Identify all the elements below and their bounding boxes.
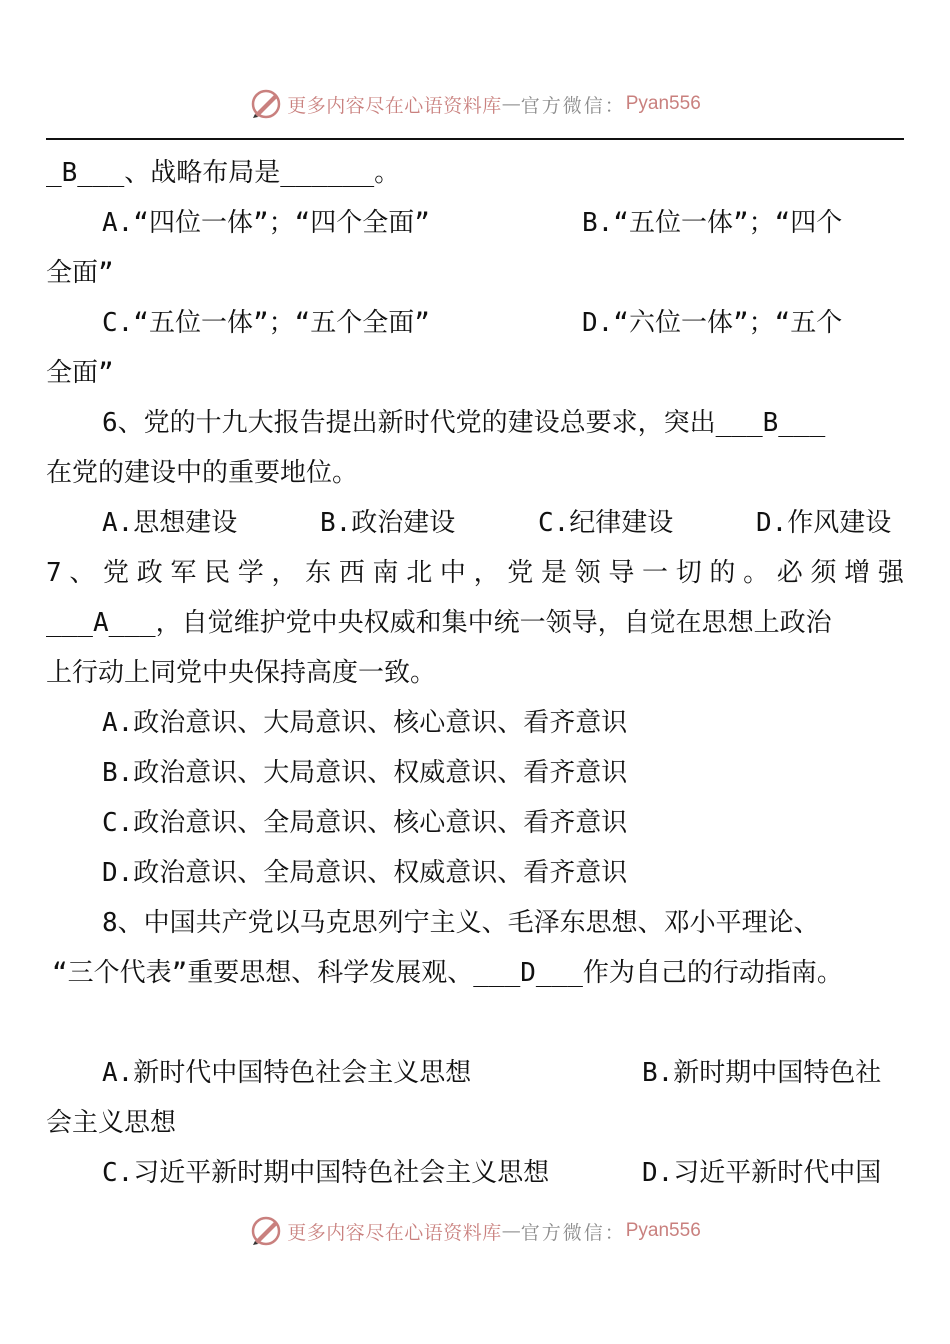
q7-stem-char: 党 bbox=[103, 558, 130, 588]
q5-options-ab bbox=[46, 198, 904, 248]
q6-option-c: C.纪律建设 bbox=[538, 508, 674, 538]
q6-option-a: A.思想建设 bbox=[102, 508, 238, 538]
q6-stem-wrap: 在党的建设中的重要地位。 bbox=[46, 458, 359, 488]
q5-option-b: B.“五位一体”；“四个 bbox=[582, 208, 843, 238]
q7-stem-char: ， bbox=[473, 558, 500, 588]
header-separator: — bbox=[501, 93, 521, 115]
footer-contact-label: 官方微信： bbox=[520, 1221, 626, 1244]
q5-option-d-wrap: 全面” bbox=[46, 358, 114, 388]
pen-logo-icon bbox=[249, 87, 283, 121]
q7-stem-char: 必 bbox=[776, 558, 803, 588]
q7-stem-char: 北 bbox=[406, 558, 433, 588]
q8-options-ab bbox=[46, 1048, 904, 1098]
q7-stem-char: 南 bbox=[372, 558, 399, 588]
q8-option-b: B.新时期中国特色社 bbox=[642, 1058, 882, 1088]
q8-option-d: D.习近平新时代中国 bbox=[642, 1158, 882, 1188]
q7-stem-char: 的 bbox=[709, 558, 736, 588]
page-header bbox=[0, 84, 950, 124]
q7-stem-char: 强 bbox=[877, 558, 904, 588]
q7-stem-char: 中 bbox=[439, 558, 466, 588]
footer-separator: — bbox=[501, 1220, 521, 1242]
q5-option-c: C.“五位一体”；“五个全面” bbox=[102, 308, 430, 338]
q7-stem-char: 是 bbox=[540, 558, 567, 588]
q7-stem-char: 领 bbox=[574, 558, 601, 588]
q6-option-d: D.作风建设 bbox=[756, 508, 892, 538]
header-divider bbox=[46, 138, 904, 140]
q7-stem-char: 西 bbox=[338, 558, 365, 588]
q6-options bbox=[46, 498, 904, 548]
q7-stem-char: 须 bbox=[810, 558, 837, 588]
q5-option-d: D.“六位一体”；“五个 bbox=[582, 308, 843, 338]
q7-stem-char: 、 bbox=[69, 558, 96, 588]
q7-option-d: D.政治意识、全局意识、权威意识、看齐意识 bbox=[102, 858, 628, 888]
q6-stem: 6、党的十九大报告提出新时代党的建设总要求，突出___B___ bbox=[102, 408, 826, 438]
blank-line bbox=[46, 998, 904, 1048]
q7-stem-char: 。 bbox=[743, 558, 770, 588]
q7-stem-char: 东 bbox=[305, 558, 332, 588]
pen-logo-icon bbox=[249, 1214, 283, 1248]
q5-option-b-wrap: 全面” bbox=[46, 258, 114, 288]
q7-stem-char: 切 bbox=[675, 558, 702, 588]
q7-stem-char: 学 bbox=[237, 558, 264, 588]
q7-stem-char: 一 bbox=[642, 558, 669, 588]
document-body bbox=[46, 148, 904, 1198]
q6-option-b: B.政治建设 bbox=[320, 508, 456, 538]
q8-option-a: A.新时代中国特色社会主义思想 bbox=[102, 1058, 472, 1088]
q7-stem-char: ， bbox=[271, 558, 298, 588]
header-contact-label: 官方微信： bbox=[520, 94, 626, 117]
q7-stem-char: 民 bbox=[204, 558, 231, 588]
q5-options-cd bbox=[46, 298, 904, 348]
header-contact-id: Pyan556 bbox=[625, 93, 701, 114]
q8-options-cd bbox=[46, 1148, 904, 1198]
q8-option-b-wrap: 会主义思想 bbox=[46, 1108, 177, 1138]
q8-stem-wrap: “三个代表”重要思想、科学发展观、___D___作为自己的行动指南。 bbox=[52, 958, 843, 988]
q7-stem-char: 政 bbox=[136, 558, 163, 588]
footer-contact-id: Pyan556 bbox=[625, 1220, 701, 1241]
q5-tail: _B___、战略布局是______。 bbox=[46, 158, 401, 188]
q7-stem-char: 党 bbox=[507, 558, 534, 588]
q5-option-a: A.“四位一体”；“四个全面” bbox=[102, 208, 430, 238]
q7-stem-wrap-1: ___A___，自觉维护党中央权威和集中统一领导，自觉在思想上政治 bbox=[46, 608, 832, 638]
q7-stem-char: 增 bbox=[844, 558, 871, 588]
q8-stem: 8、中国共产党以马克思列宁主义、毛泽东思想、邓小平理论、 bbox=[102, 908, 820, 938]
q7-option-c: C.政治意识、全局意识、核心意识、看齐意识 bbox=[102, 808, 628, 838]
page-footer bbox=[0, 1211, 950, 1251]
q7-stem-char: 导 bbox=[608, 558, 635, 588]
header-brand: 更多内容尽在心语资料库 bbox=[287, 94, 502, 117]
q7-stem bbox=[46, 548, 904, 598]
q7-stem-char: 军 bbox=[170, 558, 197, 588]
footer-brand: 更多内容尽在心语资料库 bbox=[287, 1221, 502, 1244]
q7-option-a: A.政治意识、大局意识、核心意识、看齐意识 bbox=[102, 708, 628, 738]
q8-option-c: C.习近平新时期中国特色社会主义思想 bbox=[102, 1158, 550, 1188]
q7-stem-wrap-2: 上行动上同党中央保持高度一致。 bbox=[46, 658, 437, 688]
q7-stem-char: 7 bbox=[46, 558, 62, 588]
q7-option-b: B.政治意识、大局意识、权威意识、看齐意识 bbox=[102, 758, 628, 788]
